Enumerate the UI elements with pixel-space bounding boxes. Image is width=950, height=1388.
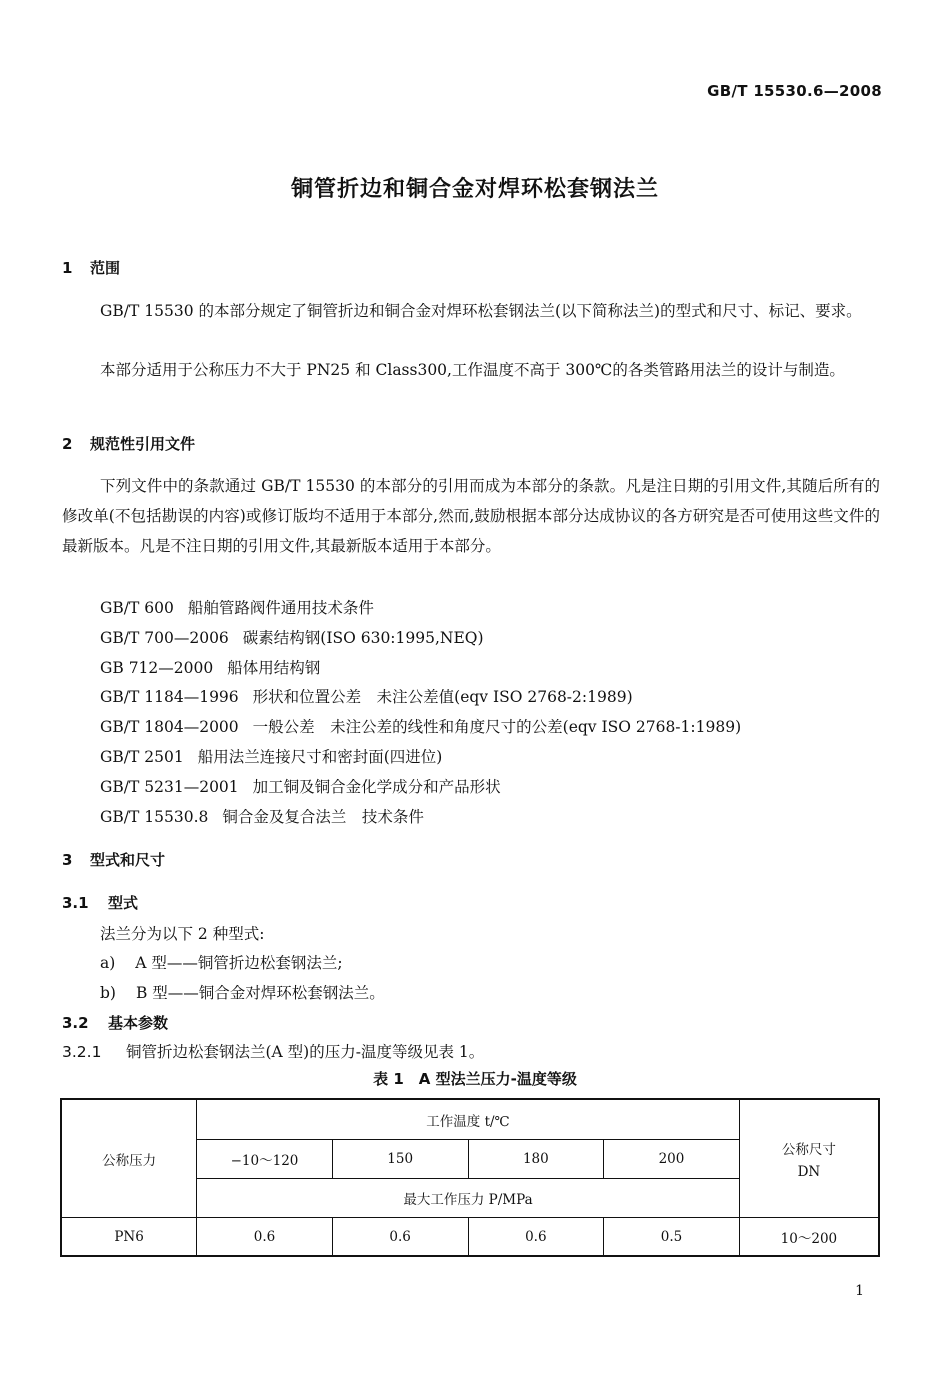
reference-item bbox=[100, 685, 633, 707]
section-number: 3 bbox=[62, 851, 73, 869]
header-temp-cell: 200 bbox=[604, 1140, 740, 1179]
header-temp-cell: 150 bbox=[332, 1140, 468, 1179]
reference-code: GB/T 700—2006 bbox=[100, 629, 229, 647]
section-number: 3.1 bbox=[62, 894, 89, 912]
header-nominal-pressure: 公称压力 bbox=[61, 1099, 197, 1218]
section-number: 3.2 bbox=[62, 1014, 89, 1032]
cell-nominal-size: 10～200 bbox=[739, 1218, 879, 1257]
reference-title: 碳素结构钢(ISO 630:1995,NEQ) bbox=[242, 629, 484, 647]
section-1-paragraph-2: 本部分适用于公称压力不大于 PN25 和 Class300,工作温度不高于 300℃的各类管路用法兰的设计与制造。 bbox=[100, 361, 845, 379]
cell-nominal-pressure: PN6 bbox=[61, 1218, 197, 1257]
reference-code: GB/T 1804—2000 bbox=[100, 718, 239, 736]
section-1-paragraph-1: GB/T 15530 的本部分规定了铜管折边和铜合金对焊环松套钢法兰(以下简称法兰)的型式和尺寸、标记、要求。 bbox=[100, 302, 862, 320]
reference-item bbox=[100, 805, 424, 827]
reference-title: 船用法兰连接尺寸和密封面(四进位) bbox=[197, 748, 443, 766]
section-3-heading bbox=[62, 849, 165, 870]
header-temp-cell: 180 bbox=[468, 1140, 604, 1179]
reference-title: 船体用结构钢 bbox=[227, 659, 321, 677]
reference-code: GB/T 5231—2001 bbox=[100, 778, 239, 796]
section-title: 规范性引用文件 bbox=[90, 435, 196, 453]
reference-code: GB/T 600 bbox=[100, 599, 174, 617]
reference-title: 铜合金及复合法兰 技术条件 bbox=[222, 808, 424, 826]
reference-item bbox=[100, 656, 320, 678]
clause-text: 铜管折边松套钢法兰(A 型)的压力-温度等级见表 1。 bbox=[126, 1043, 485, 1061]
reference-item bbox=[100, 596, 374, 618]
list-item-text: A 型——铜管折边松套钢法兰; bbox=[135, 954, 343, 972]
reference-title: 一般公差 未注公差的线性和角度尺寸的公差(eqv ISO 2768-1:1989) bbox=[252, 718, 742, 736]
cell-pressure-value: 0.5 bbox=[604, 1218, 740, 1257]
header-nominal-size bbox=[739, 1099, 879, 1218]
reference-title: 加工铜及铜合金化学成分和产品形状 bbox=[252, 778, 501, 796]
section-number: 2 bbox=[62, 435, 73, 453]
reference-code: GB/T 15530.8 bbox=[100, 808, 209, 826]
table-caption: 表 1 A 型法兰压力-温度等级 bbox=[373, 1070, 577, 1088]
clause-number: 3.2.1 bbox=[62, 1043, 102, 1061]
section-title: 范围 bbox=[90, 259, 121, 277]
section-title: 型式 bbox=[108, 894, 139, 912]
header-nominal-size-unit: DN bbox=[797, 1163, 821, 1180]
reference-title: 船舶管路阀件通用技术条件 bbox=[187, 599, 374, 617]
cell-pressure-value: 0.6 bbox=[197, 1218, 333, 1257]
cell-pressure-value: 0.6 bbox=[332, 1218, 468, 1257]
cell-pressure-value: 0.6 bbox=[468, 1218, 604, 1257]
reference-item bbox=[100, 626, 484, 648]
section-title: 基本参数 bbox=[108, 1014, 169, 1032]
page-number: 1 bbox=[855, 1283, 864, 1299]
section-1-heading bbox=[62, 257, 120, 278]
document-title: 铜管折边和铜合金对焊环松套钢法兰 bbox=[290, 177, 659, 202]
section-2-paragraph: 下列文件中的条款通过 GB/T 15530 的本部分的引用而成为本部分的条款。凡是注日期的引用文件,其随后所有的修改单(不包括勘误的内容)或修订版均不适用于本部分,然而,鼓励根据本部分达成协议的各方研究是否可使用这些文件的最新版本。凡是不注日期的引用文件,其最新版本适用于本部分。 bbox=[62, 477, 880, 555]
header-nominal-size-label: 公称尺寸 bbox=[781, 1141, 836, 1158]
section-3-1-heading bbox=[62, 892, 138, 913]
list-item bbox=[100, 981, 385, 1003]
reference-code: GB/T 2501 bbox=[100, 748, 184, 766]
header-max-working-pressure: 最大工作压力 P/MPa bbox=[197, 1179, 740, 1218]
table-row bbox=[61, 1218, 879, 1257]
reference-title: 形状和位置公差 未注公差值(eqv ISO 2768-2:1989) bbox=[252, 688, 633, 706]
reference-item bbox=[100, 715, 741, 737]
header-temp-cell: −10～120 bbox=[197, 1140, 333, 1179]
list-item-text: B 型——铜合金对焊环松套钢法兰。 bbox=[135, 984, 385, 1002]
table-header-row bbox=[61, 1099, 879, 1140]
section-3-1-intro: 法兰分为以下 2 种型式: bbox=[100, 925, 265, 943]
reference-code: GB/T 1184—1996 bbox=[100, 688, 239, 706]
section-title: 型式和尺寸 bbox=[90, 851, 166, 869]
section-3-2-heading bbox=[62, 1012, 168, 1033]
header-working-temperature: 工作温度 t/℃ bbox=[197, 1099, 740, 1140]
pressure-temperature-table bbox=[60, 1098, 880, 1257]
list-item-label: a) bbox=[100, 954, 116, 972]
reference-item bbox=[100, 775, 501, 797]
reference-item bbox=[100, 745, 442, 767]
standard-code: GB/T 15530.6—2008 bbox=[707, 82, 882, 100]
clause-3-2-1 bbox=[62, 1040, 484, 1062]
section-2-heading bbox=[62, 433, 195, 454]
list-item-label: b) bbox=[100, 984, 116, 1002]
section-number: 1 bbox=[62, 259, 73, 277]
list-item bbox=[100, 951, 343, 973]
reference-code: GB 712—2000 bbox=[100, 659, 214, 677]
